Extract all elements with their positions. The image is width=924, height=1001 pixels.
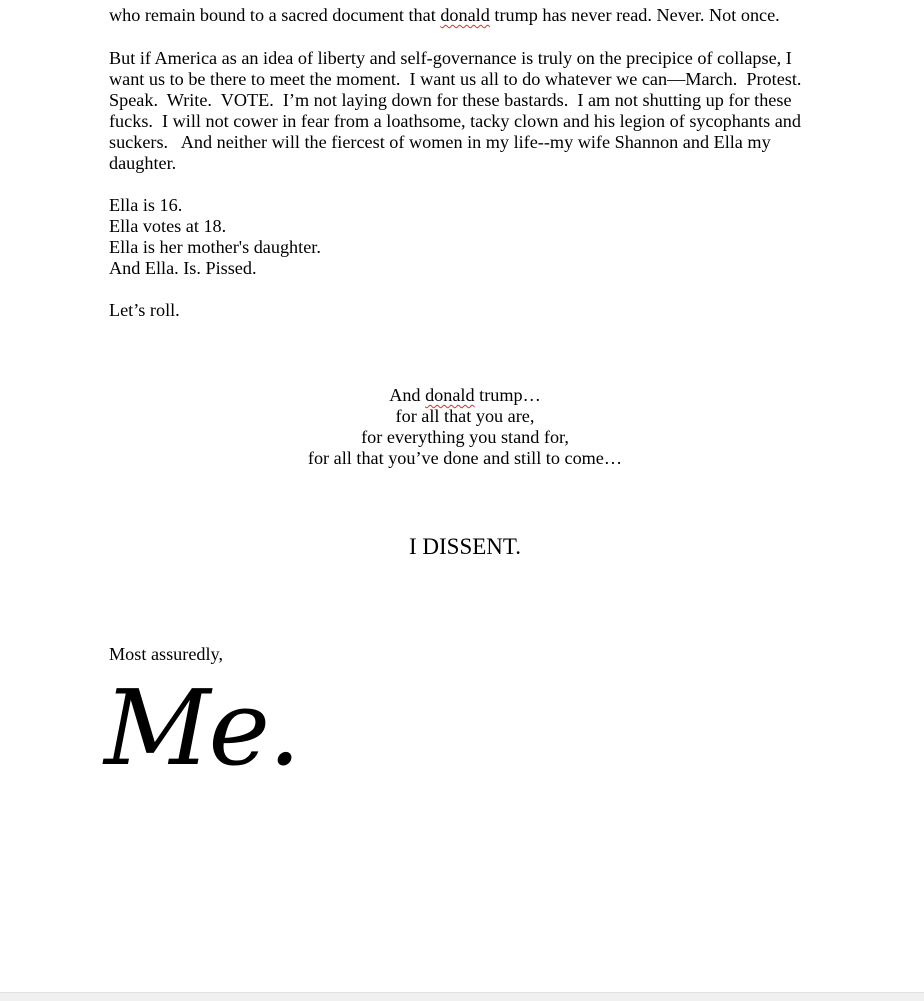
stanza-line-3: for everything you stand for, <box>361 427 569 447</box>
lets-roll-text: Let’s roll. <box>109 300 180 320</box>
stanza-line-1 <box>6 385 924 406</box>
closing-text: Most assuredly, <box>109 644 223 664</box>
paragraph-line: suckers. And neither will the fiercest of women in my life--my wife Shannon and Ella my <box>109 132 771 152</box>
spellcheck-flagged-word[interactable]: donald <box>425 385 475 405</box>
centered-stanza <box>0 385 924 469</box>
lets-roll-line <box>109 300 829 321</box>
paragraph-line: fucks. I will not cower in fear from a loathsome, tacky clown and his legion of sycophants and <box>109 111 801 131</box>
stanza-line-2: for all that you are, <box>395 406 535 426</box>
paragraph-line: want us to be there to meet the moment. I want us all to do whatever we can—March. Protest. <box>109 69 802 89</box>
paragraph-line: Speak. Write. VOTE. I’m not laying down for these bastards. I am not shutting up for these <box>109 90 792 110</box>
continuation-line <box>109 5 829 26</box>
closing-line <box>109 644 829 665</box>
spellcheck-flagged-word[interactable]: donald <box>440 5 490 25</box>
continuation-text-after: trump has never read. Never. Not once. <box>489 5 780 25</box>
dissent-heading <box>0 534 924 560</box>
stanza-text-before: And <box>389 385 426 405</box>
stanza-text-after: trump… <box>474 385 541 405</box>
signature: Me. <box>104 667 300 789</box>
stanza-line-4: for all that you’ve done and still to come… <box>307 448 623 468</box>
ella-line: Ella votes at 18. <box>109 216 227 236</box>
ella-line: Ella is 16. <box>109 195 183 215</box>
continuation-text-before: who remain bound to a sacred document that <box>109 5 441 25</box>
ella-line: And Ella. Is. Pissed. <box>109 258 257 278</box>
dissent-text: I DISSENT. <box>408 534 521 559</box>
paragraph-line: But if America as an idea of liberty and self-governance is truly on the precipice of collapse, I <box>109 48 792 68</box>
ella-line: Ella is her mother's daughter. <box>109 237 321 257</box>
ella-lines <box>109 195 829 279</box>
paragraph-call-to-action <box>109 48 829 174</box>
paragraph-line: daughter. <box>109 153 177 173</box>
